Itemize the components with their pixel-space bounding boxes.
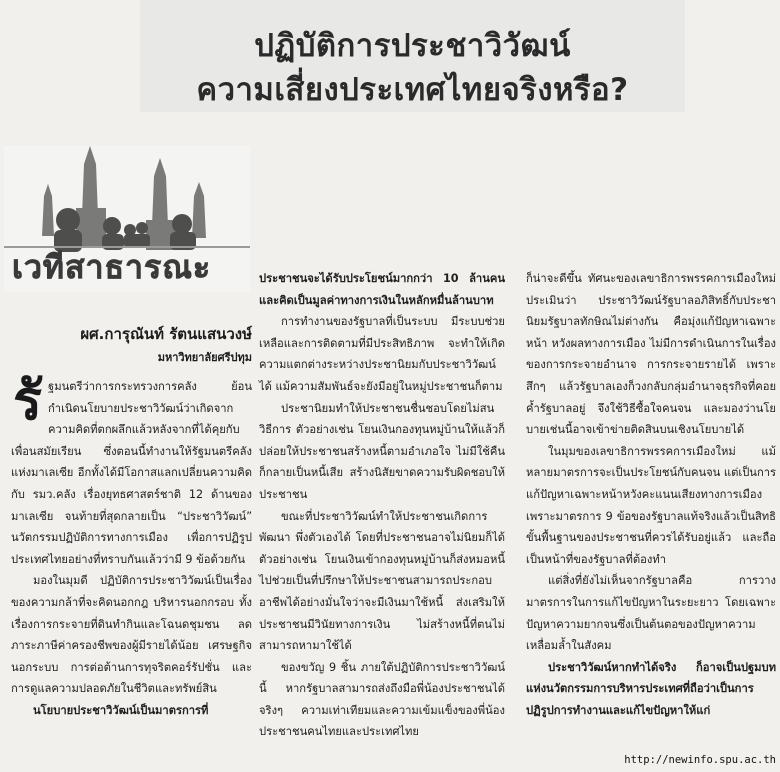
paragraph: ขณะที่ประชาวิวัฒน์ทำให้ประชาชนเกิดการพัฒนา พึ่งตัวเองได้ โดยที่ประชาชนอาจไม่นิยมก็ได้ ตัวอย่างเช่น โยนเงินเข้ากองทุนหมู่บ้านก็ส่งหมอหนี้ไปช่วยเป็นที่ปรึกษาให้ประชาชนสามารถประกอบอาชีพได้อย่างมั่นใจว่าจะมีเงินมาใช้หนี้ ส่งเสริมให้ประชาชนมีวินัยทางการเงิน ไม่สร้างหนี้ที่ตนไม่สามารถหามาใช้ได้	[259, 509, 505, 653]
paragraph: ก็น่าจะดีขึ้น ทัศนะของเลขาธิการพรรคการเมืองใหม่ประเมินว่า ประชาวิวัฒน์รัฐบาลอภิสิทธิ์กับประชานิยมรัฐบาลทักษิณไม่ต่างกัน คือมุ่งแก้ปัญหาเฉพาะหน้า หวังผลทางการเมือง ไม่มีการดำเนินการในเรื่องของการกระจายอำนาจ การกระจายรายได้ เพราะสึกๆ แล้วรัฐบาลเองก็วงกลับกลุ่มอำนาจธุรกิจที่คอยค้ำรัฐบาลอยู่ จึงใช้วิธีซื้อใจคนจน และมองว่านโยบายเช่นนี้อาจเข้าข่ายติดสินบนเชิงนโยบายได้	[526, 272, 776, 437]
drop-cap: รั	[13, 369, 43, 432]
paragraph: รัฐมนตรีว่าการกระทรวงการคลัง ย้อนกำเนิดนโยบายประชาวิวัฒน์ว่าเกิดจากความคิดที่ตกผลึกแล้วหลังจากที่ได้คุยกับเพื่อนสมัยเรียน ซึ่งตอนนี้ทำงานให้รัฐมนตรีคลังแห่งมาเลเซีย อีกทั้งได้มีโอกาสแลกเปลี่ยนความคิดกับ รมว.คลัง เรื่องยุทธศาสตร์ชาติ 12 ด้านของมาเลเซีย จนท้ายที่สุดกลายเป็น “ประชาวิวัฒน์” นวัตกรรมปฏิบัติการทางการเมือง เพื่อการปฏิรูปประเทศไทยอย่างที่ทราบกันแล้วว่ามี 9 ข้อด้วยกัน	[11, 369, 252, 566]
paragraph: มองในมุมดี ปฏิบัติการประชาวิวัฒน์เป็นเรื่องของความกล้าที่จะคิดนอกกฎ บริหารนอกกรอบ ทั้งเรื่องการกระจายที่ดินทำกินและโฉนดชุมชน ลดภาระภาษีค่าครองชีพของผู้มีรายได้น้อย เศรษฐกิจนอกระบบ การต่อต้านการทุจริตคอร์รัปชั่น และการดูแลความปลอดภัยในชีวิตและทรัพย์สิน	[11, 574, 252, 696]
article-column-2	[259, 268, 505, 743]
paragraph: การทำงานของรัฐบาลที่เป็นระบบ มีระบบช่วยเหลือและการติดตามที่มีประสิทธิภาพ จะทำให้เกิดความแตกต่างระหว่างประชานิยมกับประชาวิวัฒน์ได้ แม้ความสัมพันธ์จะยังมีอยู่ในหมู่ประชาชนก็ตาม	[259, 315, 505, 393]
article-column-1	[11, 369, 252, 722]
paragraph: ประชานิยมทำให้ประชาชนชื่นชอบโดยไม่สนวิธีการ ตัวอย่างเช่น โยนเงินกองทุนหมู่บ้านให้แล้วก็ปล่อยให้ประชาชนสร้างหนี้ตามอำเภอใจ ไม่มีใช้คืนก็กลายเป็นหนี้เสีย สร้างนิสัยขาดความรับผิดชอบให้ประชาชน	[259, 401, 505, 501]
author-affiliation: มหาวิทยาลัยศรีปทุม	[157, 351, 252, 364]
byline	[8, 322, 252, 366]
column-title: เวทีสาธารณะ	[12, 248, 212, 286]
headline-line-1: ปฏิบัติการประชาวิวัฒน์	[254, 28, 571, 64]
source-url: http://newinfo.spu.ac.th	[624, 754, 776, 766]
paragraph: ในมุมของเลขาธิการพรรคการเมืองใหม่ แม้หลายมาตรการจะเป็นประโยชน์กับคนจน แต่เป็นการแก้ปัญหาเฉพาะหน้าหวังคะแนนเสียงทางการเมือง เพราะมาตรการ 9 ข้อของรัฐบาลแท้จริงแล้วเป็นสิทธิขั้นพื้นฐานของประชาชนที่ควรได้รับอยู่แล้ว และถือเป็นหน้าที่ของรัฐบาลที่ต้องทำ	[526, 444, 777, 566]
article-column-3	[526, 268, 776, 721]
paragraph: ของขวัญ 9 ชิ้น ภายใต้ปฏิบัติการประชาวิวัฒน์นี้ หากรัฐบาลสามารถส่งถึงมือพี่น้องประชาชนได้จริงๆ ความเท่าเทียมและความเข้มแข็งของพี่น้องประชาชนคนไทยและประเทศไทย	[259, 660, 505, 739]
paragraph: ประชาชนจะได้รับประโยชน์มากกว่า 10 ล้านคน และคิดเป็นมูลค่าทางการเงินในหลักหมื่นล้านบาท	[259, 272, 505, 307]
headline-line-2: ความเสี่ยงประเทศไทยจริงหรือ?	[196, 72, 629, 108]
paragraph: แต่สิ่งที่ยังไม่เห็นจากรัฐบาลคือ การวางมาตรการในการแก้ไขปัญหาในระยะยาว โดยเฉพาะปัญหาความยากจนซึ่งเป็นต้นตอของปัญหาความเหลื่อมล้ำในสังคม	[526, 574, 776, 653]
author-name: ผศ.การุณันท์ รัตนแสนวงษ์	[80, 325, 252, 343]
headline-block	[140, 0, 685, 112]
paragraph: นโยบายประชาวิวัฒน์เป็นมาตรการที่	[33, 703, 209, 717]
paragraph: ประชาวิวัฒน์หากทำได้จริง ก็อาจเป็นปฐมบทแห่งนวัตกรรมการบริหารประเทศที่ถือว่าเป็นการปฏิรูปการทำงานและแก้ไขปัญหาให้แก่	[526, 660, 776, 717]
column-logo	[4, 146, 250, 292]
